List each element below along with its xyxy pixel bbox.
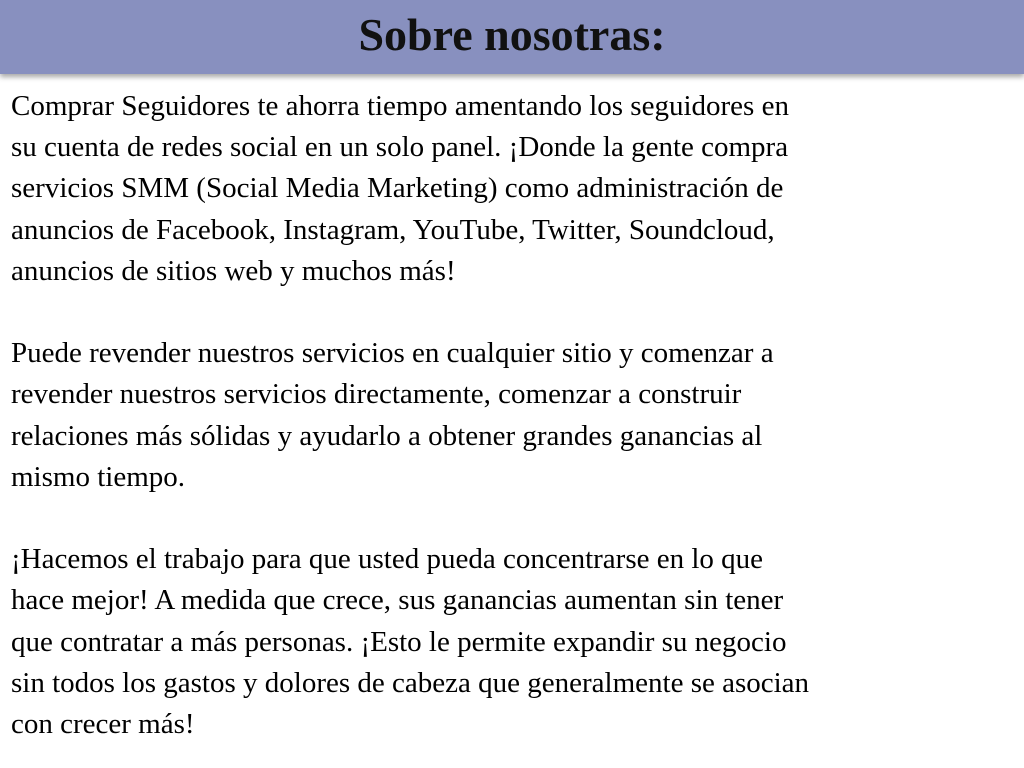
paragraph-about-service: Comprar Seguidores te ahorra tiempo amentando los seguidores en su cuenta de redes social en un solo panel. ¡Donde la gente compra servicios SMM (Social Media Marketing) como administración de anuncios de Facebook, Instagram, YouTube, Twitter, Soundcloud, anuncios de sitios web y muchos más! — [11, 90, 789, 287]
paragraph-resell: Puede revender nuestros servicios en cualquier sitio y comenzar a revender nuestros servicios directamente, comenzar a construir relaciones más sólidas y ayudarlo a obtener grandes ganancias al mismo tiempo. — [11, 337, 774, 493]
body-text — [11, 86, 1016, 745]
paragraph-growth: ¡Hacemos el trabajo para que usted pueda concentrarse en lo que hace mejor! A medida que crece, sus ganancias aumentan sin tener que contratar a más personas. ¡Esto le permite expandir su negocio sin todos los gastos y dolores de cabeza que generalmente se asocian con crecer más! — [11, 543, 810, 741]
title-bar — [0, 0, 1024, 74]
page-title: Sobre nosotras: — [358, 9, 666, 60]
